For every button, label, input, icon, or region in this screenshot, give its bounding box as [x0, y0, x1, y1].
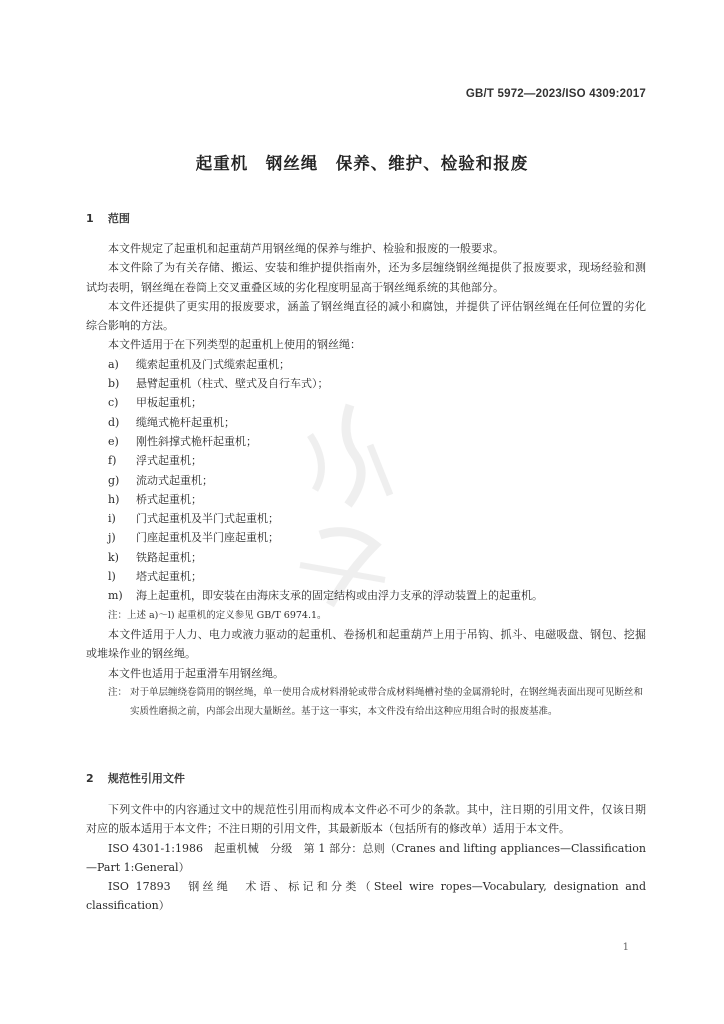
note-text: 对于单层缠绕卷筒用的钢丝绳，单一使用合成材料滑轮或带合成材料绳槽衬垫的金属滑轮时，在钢丝绳表面出现可见断丝和实质性磨损之前，内部会出现大量断丝。基于这一事实，本文件没有给出这种应用组合时的报废基准。: [130, 686, 644, 717]
list-label: l): [108, 570, 116, 584]
note: [86, 683, 646, 721]
paragraph: 本文件适用于人力、电力或液力驱动的起重机、卷扬机和起重葫芦上用于吊钩、抓斗、电磁吸盘、钢包、挖掘或堆垛作业的钢丝绳。: [86, 627, 646, 661]
list-item: [86, 374, 646, 393]
list-item: [86, 548, 646, 567]
list-text: 塔式起重机；: [136, 570, 202, 584]
list-item: [86, 355, 646, 374]
section-2-heading: [86, 770, 185, 786]
list-text: 流动式起重机；: [136, 473, 213, 487]
list-label: j): [108, 531, 116, 545]
section-1-body: [86, 239, 646, 721]
list-label: f): [108, 454, 117, 468]
list-text: 缆绳式桅杆起重机；: [136, 415, 235, 429]
list-item: [86, 567, 646, 586]
list-text: 门式起重机及半门式起重机；: [136, 512, 279, 526]
reference-item: ISO 17893 钢丝绳 术语、标记和分类（Steel wire ropes—Vocabulary, designation and classification）: [86, 880, 646, 913]
paragraph: 本文件也适用于起重滑车用钢丝绳。: [108, 666, 284, 680]
list-text: 刚性斜撑式桅杆起重机；: [136, 434, 257, 448]
list-label: h): [108, 492, 120, 506]
list-text: 门座起重机及半门座起重机；: [136, 531, 279, 545]
paragraph: 本文件适用于在下列类型的起重机上使用的钢丝绳：: [108, 338, 361, 352]
list-label: k): [108, 550, 119, 564]
list-label: a): [108, 357, 119, 371]
standard-code: GB/T 5972—2023/ISO 4309:2017: [465, 88, 646, 100]
list-text: 缆索起重机及门式缆索起重机；: [136, 357, 290, 371]
section-number: 1: [86, 212, 94, 225]
page-number: 1: [622, 942, 629, 953]
reference-item: ISO 4301-1:1986 起重机械 分级 第 1 部分：总则（Cranes and lifting appliances—Classification—Part 1:General）: [86, 841, 646, 874]
paragraph: 本文件规定了起重机和起重葫芦用钢丝绳的保养与维护、检验和报废的一般要求。: [108, 242, 504, 255]
list-item: [86, 471, 646, 490]
list-item: [86, 490, 646, 509]
list-label: e): [108, 434, 119, 448]
list-text: 浮式起重机；: [136, 454, 202, 468]
list-item: [86, 393, 646, 412]
list-label: d): [108, 415, 120, 429]
list-text: 铁路起重机；: [136, 550, 202, 564]
list-item: [86, 451, 646, 470]
list-item: [86, 413, 646, 432]
document-title: 起重机 钢丝绳 保养、维护、检验和报废: [195, 154, 529, 173]
section-number: 2: [86, 772, 94, 785]
paragraph: 下列文件中的内容通过文中的规范性引用而构成本文件必不可少的条款。其中，注日期的引用文件，仅该日期对应的版本适用于本文件；不注日期的引用文件，其最新版本（包括所有的修改单）适用于本文件。: [86, 803, 646, 836]
list-item: [86, 432, 646, 451]
section-title: 范围: [107, 212, 130, 225]
list-item: [86, 586, 646, 605]
list-text: 甲板起重机；: [136, 396, 202, 410]
section-title: 规范性引用文件: [107, 772, 185, 785]
list-item: [86, 528, 646, 547]
list-text: 悬臂起重机（柱式、壁式及自行车式）；: [136, 377, 329, 391]
list-label: g): [108, 473, 120, 487]
section-1-heading: [86, 210, 130, 226]
section-2-body: [86, 800, 646, 916]
note-label: 注：: [108, 686, 128, 698]
list-item: [86, 509, 646, 528]
paragraph: 本文件还提供了更实用的报废要求，涵盖了钢丝绳直径的减小和腐蚀，并提供了评估钢丝绳在任何位置的劣化综合影响的方法。: [86, 299, 646, 333]
paragraph: 本文件除了为有关存储、搬运、安装和维护提供指南外，还为多层缠绕钢丝绳提供了报废要求，现场经验和测试均表明，钢丝绳在卷筒上交叉重叠区域的劣化程度明显高于钢丝绳系统的其他部分。: [86, 261, 646, 294]
list-label: i): [108, 512, 116, 526]
note: 注：上述 a)～l) 起重机的定义参见 GB/T 6974.1。: [108, 609, 327, 621]
list-label: m): [108, 589, 123, 603]
list-label: b): [108, 377, 120, 391]
list-text: 桥式起重机；: [136, 492, 202, 506]
list-text: 海上起重机，即安装在由海床支承的固定结构或由浮力支承的浮动装置上的起重机。: [136, 589, 543, 603]
list-label: c): [108, 396, 119, 410]
